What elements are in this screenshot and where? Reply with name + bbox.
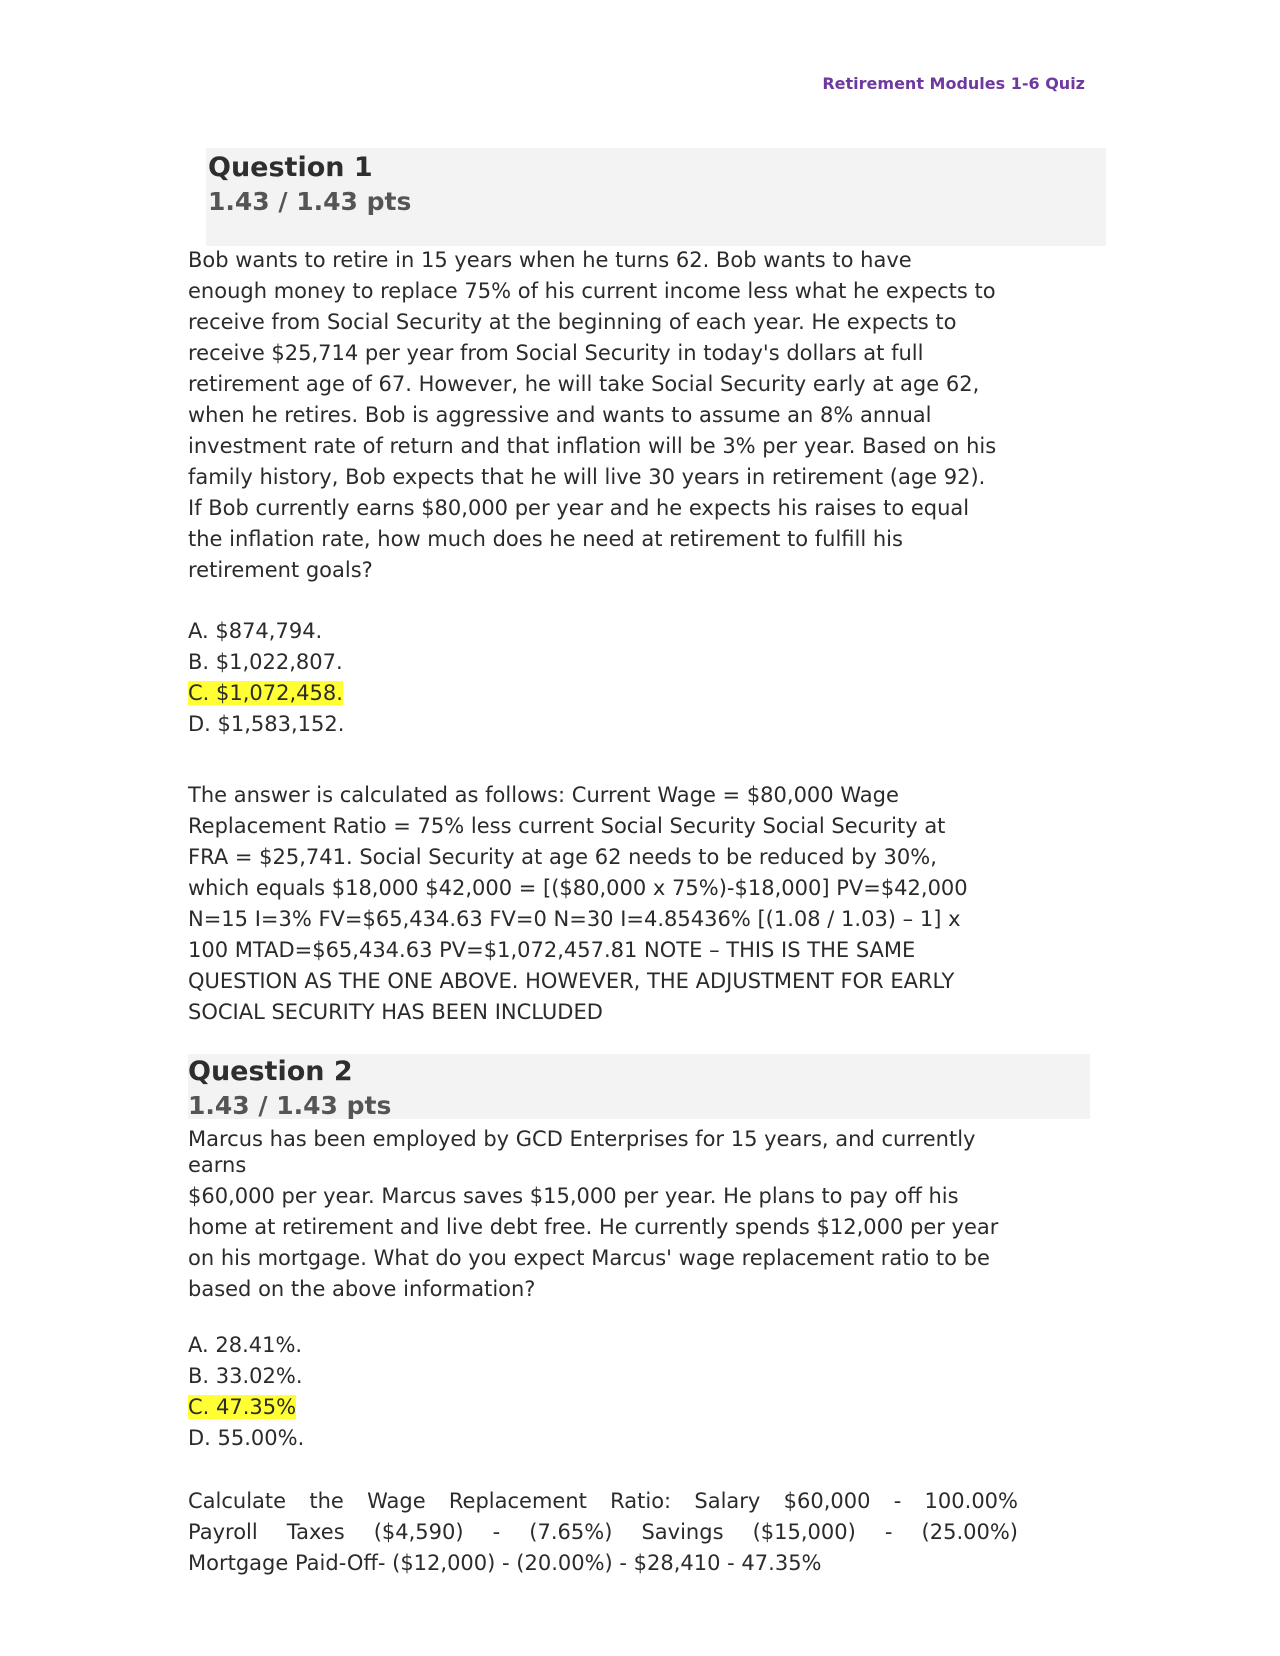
- explanation-line: Calculate the Wage Replacement Ratio: Salary $60,000 - 100.00%: [188, 1489, 1018, 1513]
- question-2-header: [188, 1054, 1090, 1119]
- explanation-line: which equals $18,000 $42,000 = [($80,000 x 75%)-$18,000] PV=$42,000: [188, 876, 968, 900]
- prompt-line: home at retirement and live debt free. He currently spends $12,000 per year: [188, 1215, 999, 1239]
- prompt-line: based on the above information?: [188, 1277, 536, 1301]
- explanation-line: SOCIAL SECURITY HAS BEEN INCLUDED: [188, 1000, 603, 1024]
- question-title: Question 1: [208, 152, 373, 183]
- question-2-prompt: [188, 1124, 1088, 1305]
- prompt-line: family history, Bob expects that he will live 30 years in retirement (age 92).: [188, 465, 986, 489]
- question-1-prompt: [188, 245, 1088, 586]
- question-title: Question 2: [188, 1056, 353, 1087]
- explanation-line: QUESTION AS THE ONE ABOVE. HOWEVER, THE ADJUSTMENT FOR EARLY: [188, 969, 955, 993]
- prompt-line: Bob wants to retire in 15 years when he turns 62. Bob wants to have: [188, 248, 912, 272]
- prompt-line: retirement goals?: [188, 558, 373, 582]
- prompt-line: retirement age of 67. However, he will take Social Security early at age 62,: [188, 372, 980, 396]
- question-2-options: [188, 1330, 1088, 1454]
- option-d: D. $1,583,152.: [188, 712, 345, 736]
- prompt-line: on his mortgage. What do you expect Marcus' wage replacement ratio to be: [188, 1246, 990, 1270]
- explanation-line: Replacement Ratio = 75% less current Social Security Social Security at: [188, 814, 946, 838]
- question-2-explanation: [188, 1486, 1018, 1579]
- prompt-line: receive from Social Security at the beginning of each year. He expects to: [188, 310, 957, 334]
- explanation-line: Mortgage Paid-Off- ($12,000) - (20.00%) - $28,410 - 47.35%: [188, 1551, 822, 1575]
- option-c-correct: [188, 1392, 1088, 1423]
- explanation-line: FRA = $25,741. Social Security at age 62 needs to be reduced by 30%,: [188, 845, 937, 869]
- option-b: B. 33.02%.: [188, 1364, 303, 1388]
- option-c-correct: [188, 678, 1088, 709]
- question-points: 1.43 / 1.43 pts: [188, 1091, 392, 1120]
- explanation-line: Payroll Taxes ($4,590) - (7.65%) Savings ($15,000) - (25.00%): [188, 1520, 1018, 1544]
- question-points: 1.43 / 1.43 pts: [208, 187, 412, 216]
- prompt-line: when he retires. Bob is aggressive and wants to assume an 8% annual: [188, 403, 932, 427]
- option-a: A. $874,794.: [188, 619, 323, 643]
- option-b: B. $1,022,807.: [188, 650, 343, 674]
- prompt-line: enough money to replace 75% of his current income less what he expects to: [188, 279, 996, 303]
- question-1-options: [188, 616, 1088, 740]
- prompt-line: earns: [188, 1153, 247, 1177]
- option-a: A. 28.41%.: [188, 1333, 303, 1357]
- answer-highlight: C. 47.35%: [188, 1395, 297, 1419]
- explanation-line: 100 MTAD=$65,434.63 PV=$1,072,457.81 NOTE – THIS IS THE SAME: [188, 938, 916, 962]
- question-1-header: [206, 148, 1106, 246]
- prompt-line: $60,000 per year. Marcus saves $15,000 per year. He plans to pay off his: [188, 1184, 959, 1208]
- prompt-line: Marcus has been employed by GCD Enterprises for 15 years, and currently: [188, 1127, 976, 1151]
- prompt-line: investment rate of return and that inflation will be 3% per year. Based on his: [188, 434, 997, 458]
- prompt-line: the inflation rate, how much does he need at retirement to fulfill his: [188, 527, 903, 551]
- option-d: D. 55.00%.: [188, 1426, 305, 1450]
- explanation-line: The answer is calculated as follows: Current Wage = $80,000 Wage: [188, 783, 899, 807]
- running-header: Retirement Modules 1-6 Quiz: [822, 74, 1085, 93]
- question-1-explanation: [188, 780, 1088, 1028]
- prompt-line: If Bob currently earns $80,000 per year and he expects his raises to equal: [188, 496, 970, 520]
- prompt-line: receive $25,714 per year from Social Security in today's dollars at full: [188, 341, 924, 365]
- answer-highlight: C. $1,072,458.: [188, 681, 343, 705]
- explanation-line: N=15 I=3% FV=$65,434.63 FV=0 N=30 I=4.85436% [(1.08 / 1.03) – 1] x: [188, 907, 961, 931]
